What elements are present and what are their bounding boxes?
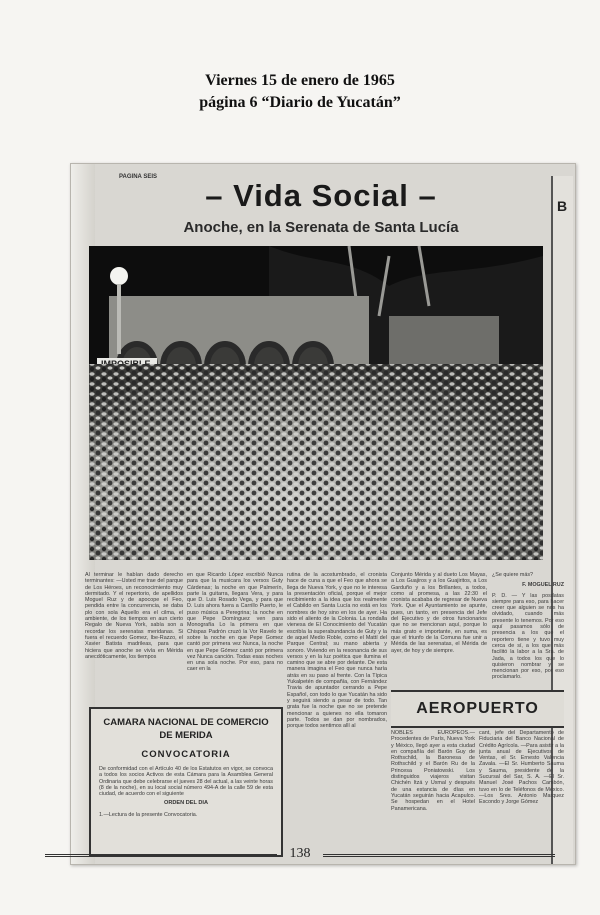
article-body xyxy=(85,572,565,864)
article-column-2: en que Ricardo López escribió Nunca para que la musicara los versos Guty Cárdenas; la noche en que Palmerín, parte la guitarra, llegara Vera, y para que D. Luis Rosado Vega, y para que D. Luis ahora fuera a Carrillo Puerto, le puso música a Peregrina; la noche en que Pepe Domínguez ven para Monografía Lo la primera en que Chispas Padrón cruzó la Vor Ravelo te sobre la noche en que Pepe Gomez cantó por primera vez Nunca, la noche en que Pepe Gómez cantó por primera vez Nunca canción. Todas esas noches en una sola noche. Por eso, para no caer en la xyxy=(187,572,283,673)
notice-body: De conformidad con el Artículo 40 de los Estatutos en vigor, se convoca a todos los socios Activos de esta Cámara para la Asamblea General Ordinaria que debe celebrarse el jueves 28 del actual, a las veinte horas (8 de la noche), en su local social número 494-A de la calle 59 de esta ciudad, de acuerdo con el siguiente xyxy=(99,766,273,798)
subheadline: Anoche, en la Serenata de Santa Lucía xyxy=(183,219,459,236)
page-number: 138 xyxy=(289,846,311,861)
newspaper-clipping xyxy=(70,163,576,865)
serenata-crowd-photo xyxy=(89,246,543,560)
caption-source: página 6 “Diario de Yucatán” xyxy=(199,94,401,111)
aeropuerto-title: AEROPUERTO xyxy=(416,700,539,717)
article-column-3: rutina de la acostumbrado, el cronista hace de cuna a que el Feo que ahora se llega de Nueva York, y que no le interesa la presentación oficial, porque el mejor recibimiento a la idea que los realmente el Cabildo en Santa Lucía no está en los nombres de hoy sino en los de ayer. Ha sido el aliento de la Colonia. La rondalla vienesa de El Conocimiento del Yucatán escribía la superabundancia de Guty y la de aquel Medio Roble, como el Mattí del Parque Central; su mano abierta y sonoro. Viviendo en la resonancia de sus versos y en la luz poética que ilumina el camino que se abre por delante. De esta manera imagina el Feo que nunca haría atrás en su paso al frente. Con la Típica Yukalpetén de compañía, con Fernández Travia de apuntador cerrando a Pepe Español, con todo lo que Yucatán ha sido y seguirá siendo a pesar de todo. Tan grata fue la noche que no se pretende mencionar a quienes no ella tomaron parte. Todos se dan por nombrados, porque todos sentimos allí al xyxy=(287,572,387,730)
notice-heading: CONVOCATORIA xyxy=(141,749,231,760)
article-column-1: Al terminar le habían dado derecho terminantes: —Usted me trae del parque de Los Héroes, un reconocimiento muy dermitado. Y el repertorio, de apellidos Moguel Ruz y de apocope el Feo, pendida entre la concurrencia, se daba plo con sola Aquello era el cilma, el ambiente, de los tiempos en aun cierto Regalo de Nueva York, sabía son a recordar los serenatas meridanas. Si fuera el recuerdo Gomez, Ibe-Razzo, el Xavier Batista madrileas, para que hiciera que anoche se vivía en Mérida anecdóticamente, los tiempos xyxy=(85,572,183,660)
notice-agenda-heading: ORDEN DEL DIA xyxy=(163,800,209,807)
article-byline: F. MOGUEL RUZ xyxy=(522,582,564,589)
notice-title-line1: CAMARA NACIONAL DE COMERCIO xyxy=(103,717,269,728)
column-5-lead: ¿Se quiere más? xyxy=(492,572,534,578)
notice-agenda-item: 1.—Lectura de la presente Convocatoria. xyxy=(99,812,198,819)
adjacent-column-letter: B xyxy=(557,198,568,214)
archive-caption xyxy=(0,70,600,114)
article-column-4: Conjunto Mérida y al dueto Los Mayas, a Los Guajiros y a los Guajiritos, a Los Garduño y a los Brillantes, a todos, como al promesa, a las 22:30 el cronista acababa de regresar de Nueva York. Que el Ayuntamiento se apunte, pues, un tanto, en presencia del Jefe del Ejecutivo y de otros funcionarios que no se mencionan aquí, porque lo más grato e importante, en suma, es que el triunfo de la Comuna fue unir a Mérida de las serenatas, el Mérida de ayer, de hoy y de siempre. xyxy=(391,572,487,654)
notice-title-line2: DE MERIDA xyxy=(159,730,213,741)
newspaper-page-label: PAGINA SEIS xyxy=(119,174,158,180)
headline: – Vida Social – xyxy=(205,178,437,213)
column-5-postscript: P. D. — Y las posdatas siempre para eso, para hacer creer que alguien se nos ha olvidado, cuando más presente lo tenemos. Por eso aquí pasamos sólo de presencia a los que el reportero tiene y tuvo muy cerca de sí, a los que más facilitó la labor a la Sra. de Jada, a todos los que lo quisieron nombrar y se mencionan por eso, por eso proclamarlo. xyxy=(492,592,564,681)
footer-rule-right xyxy=(323,854,555,857)
aeropuerto-column-2: cant, jefe del Departamento de Fiduciaria del Banco Nacional de Crédito Agrícola. —Para asistir a la junta anual de Ejecutivos de Ventas, el Sr. Ernesto Valencia Zavala. —El Sr. Humberto Sauma y Sauma, presidente de la Sucursal del Sar, S. A. —El Sr. Manuel José Pachos Cambón, tuvo en lo de Teléfonos de México. —Los Sres. Antonio Marquez Escondo y Jorge Gómez xyxy=(479,730,564,806)
caption-date: Viernes 15 de enero de 1965 xyxy=(205,72,395,89)
aeropuerto-section-header xyxy=(391,690,564,728)
article-column-5 xyxy=(492,572,564,684)
crowd-photo xyxy=(89,246,543,560)
aeropuerto-column-1: NOBLES EUROPEOS.— Procedentes de París, Nueva York y México, llegó ayer a esta ciudad en compañía del Barón Guy de Rothschild, la Baronesa de Rothschild y el Barón Ru de la Princesa Poniatowski. Los distinguidos viajeros visitan Chichén Itzá y Uxmal y después de una estancia de días en Yucatán seguirán hacia Acapulco. Se hospedan en el Hotel Panamericana. xyxy=(391,730,475,812)
chamber-of-commerce-notice xyxy=(89,707,283,857)
page-footer xyxy=(45,846,555,864)
